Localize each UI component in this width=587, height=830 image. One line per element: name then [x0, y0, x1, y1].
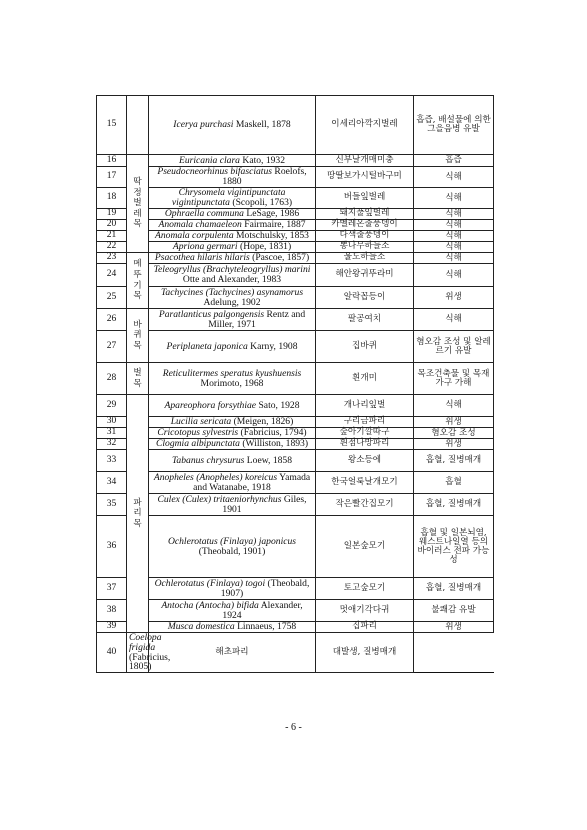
scientific-name-genus-species: Ochlerotatus (Finlaya) japonicus: [167, 535, 297, 547]
damage-type: 위생: [414, 287, 494, 309]
korean-name: 땅딸보가시털바구미: [316, 167, 414, 188]
damage-type: 흡즙, 배설물에 의한 그을음병 유발: [414, 96, 494, 155]
scientific-name-genus-species: Apareophora forsythiae: [164, 399, 257, 411]
korean-name: 개나리잎벌: [316, 395, 414, 417]
scientific-name: [149, 578, 316, 600]
order-label: 메뚜기목: [133, 259, 142, 302]
row-number: 31: [97, 428, 127, 439]
korean-name: 뽕나무하늘소: [316, 242, 414, 253]
damage-type: 식해: [414, 395, 494, 417]
table-row: [97, 428, 494, 439]
table-row: [97, 578, 494, 600]
row-number: 24: [97, 264, 127, 287]
table-row: [97, 264, 494, 287]
table-row: [97, 155, 494, 167]
scientific-name-author: (Scopoli, 1763): [232, 197, 293, 208]
table-row: [97, 622, 494, 633]
scientific-name-author: Otte and Alexander, 1983: [182, 274, 282, 285]
row-number: 32: [97, 439, 127, 450]
scientific-name-author: Kato, 1932: [242, 154, 286, 166]
table-row: [97, 188, 494, 209]
page-number: - 6 -: [285, 722, 302, 733]
row-number: 28: [97, 363, 127, 395]
scientific-name-author: (Theobald, 1907): [220, 577, 310, 599]
scientific-name-genus-species: Anomala corpulenta: [155, 230, 234, 242]
row-number: 36: [97, 516, 127, 578]
korean-name: 버들잎벌레: [316, 188, 414, 209]
table-row: [97, 309, 494, 331]
damage-type: 위생: [414, 439, 494, 450]
row-number: 37: [97, 578, 127, 600]
row-number: 29: [97, 395, 127, 417]
table-row: [97, 600, 494, 622]
scientific-name: [149, 155, 316, 167]
korean-name: 토고숲모기: [316, 578, 414, 600]
order-cell: [127, 155, 149, 253]
damage-type: 식해: [414, 264, 494, 287]
order-cell: [127, 363, 149, 395]
scientific-name-genus-species: Musca domestica: [167, 621, 235, 633]
korean-name: 숲아기깔따구: [316, 428, 414, 439]
scientific-name-author: Morimoto, 1968: [200, 377, 264, 389]
korean-name: 작은빨간집모기: [316, 494, 414, 516]
scientific-name: [149, 516, 316, 578]
damage-type: 흡혈 및 일본뇌염, 웨스트나일열 등의 바이러스 전파 가능성: [414, 516, 494, 578]
scientific-name: [149, 209, 316, 220]
scientific-name: [149, 309, 316, 331]
row-number: 18: [97, 188, 127, 209]
row-number: 26: [97, 309, 127, 331]
damage-type: 혐오감 조성: [414, 428, 494, 439]
table-row: [97, 439, 494, 450]
scientific-name-author: (Fabricius, 1794): [240, 427, 307, 439]
order-label: 바퀴목: [133, 319, 142, 351]
scientific-name-genus-species: Psacothea hilaris hilaris: [154, 252, 250, 264]
row-number: 27: [97, 331, 127, 363]
table-row: [97, 363, 494, 395]
scientific-name-author: Karny, 1908: [250, 340, 298, 352]
korean-name: 울도하늘소: [316, 253, 414, 264]
order-label: 벌목: [133, 367, 142, 389]
scientific-name-author: (Pascoe, 1857): [252, 252, 310, 264]
scientific-name-author: (Fabricius, 1805): [129, 651, 171, 673]
damage-type: 위생: [414, 417, 494, 428]
scientific-name-genus-species: Reticulitermes speratus kyushuensis: [162, 367, 302, 379]
row-number: 38: [97, 600, 127, 622]
damage-type: 식해: [414, 309, 494, 331]
table-row: [97, 417, 494, 428]
korean-name: 집바퀴: [316, 331, 414, 363]
scientific-name-genus-species: Culex (Culex) tritaeniorhynchus: [157, 493, 282, 505]
damage-type: 흡즙: [414, 155, 494, 167]
table-row: [97, 450, 494, 472]
row-number: 34: [97, 472, 127, 494]
scientific-name-genus-species: Pseudocneorhinus bifasciatus: [157, 166, 273, 178]
scientific-name-author: Loew, 1858: [246, 454, 293, 466]
damage-type: 위생: [414, 622, 494, 633]
table-row: [97, 242, 494, 253]
scientific-name: [149, 622, 316, 633]
scientific-name-genus-species: Euricania clara: [178, 154, 240, 166]
scientific-name-author: Fairmaire, 1887: [244, 219, 306, 231]
korean-name: 구리금파리: [316, 417, 414, 428]
damage-type: 목조건축물 및 목재가구 가해: [414, 363, 494, 395]
scientific-name-genus-species: Tachycines (Tachycines) asynamorus: [160, 286, 304, 298]
scientific-name-author: Rentz and Miller, 1971: [208, 308, 306, 330]
damage-type: 흡혈, 질병매개: [414, 450, 494, 472]
damage-type: 식해: [414, 220, 494, 231]
table-row: [97, 167, 494, 188]
scientific-name-author: (Hope, 1831): [240, 241, 292, 253]
korean-name: 흰개미: [316, 363, 414, 395]
scientific-name-author: Alexander, 1924: [222, 599, 303, 621]
scientific-name: [149, 395, 316, 417]
korean-name: 신부날개매미충: [316, 155, 414, 167]
damage-type: 식해: [414, 253, 494, 264]
row-number: 40: [97, 633, 127, 673]
scientific-name: [149, 450, 316, 472]
korean-name: 카멜레온줄풍뎅이: [316, 220, 414, 231]
korean-name: 알락꼽등이: [316, 287, 414, 309]
scientific-name-genus-species: Ophraella communa: [164, 208, 244, 220]
korean-name: 일본숲모기: [316, 516, 414, 578]
scientific-name-genus-species: Coelopa frigida: [129, 632, 162, 653]
table-row: [97, 231, 494, 242]
scientific-name: [149, 472, 316, 494]
row-number: 20: [97, 220, 127, 231]
damage-type: 식해: [414, 167, 494, 188]
table-row: [97, 96, 494, 155]
damage-type: 불쾌감 유발: [414, 600, 494, 622]
damage-type: 혐오감 조성 및 알레르기 유발: [414, 331, 494, 363]
order-label: 딱정벌레목: [133, 177, 142, 230]
scientific-name: [149, 428, 316, 439]
table-row: [97, 516, 494, 578]
scientific-name-author: Linnaeus, 1758: [237, 621, 297, 633]
species-table-body: [97, 96, 494, 673]
table-row: [97, 395, 494, 417]
korean-name: 해안왕귀뚜라미: [316, 264, 414, 287]
table-row: [97, 220, 494, 231]
table-row: [97, 633, 494, 673]
scientific-name-author: (Williston, 1893): [242, 438, 309, 450]
scientific-name-author: Motschulsky, 1853: [236, 230, 309, 242]
scientific-name: [149, 417, 316, 428]
scientific-name-author: Maskell, 1878: [235, 119, 291, 131]
scientific-name-genus-species: Clogmia albipunctata: [155, 438, 240, 450]
scientific-name: [127, 632, 171, 673]
row-number: 17: [97, 167, 127, 188]
row-number: 30: [97, 417, 127, 428]
korean-name: 흰점나방파리: [316, 439, 414, 450]
species-table: [96, 95, 494, 673]
scientific-name: [149, 253, 316, 264]
table-row: [97, 253, 494, 264]
damage-type: 식해: [414, 209, 494, 220]
row-number: 16: [97, 155, 127, 167]
korean-name: 돼지풀잎벌레: [316, 209, 414, 220]
korean-name: 한국얼룩날개모기: [316, 472, 414, 494]
korean-name: 이세리아깍지벌레: [316, 96, 414, 155]
scientific-name-genus-species: Icerya purchasi: [173, 119, 234, 131]
scientific-name-author: (Meigen, 1826): [233, 416, 294, 428]
scientific-name: [149, 264, 316, 287]
scientific-name: [149, 167, 316, 188]
table-row: [97, 494, 494, 516]
damage-type: 흡혈, 질병매개: [414, 578, 494, 600]
scientific-name: [149, 220, 316, 231]
table-row: [97, 331, 494, 363]
damage-type: 식해: [414, 242, 494, 253]
scientific-name-author: Adelung, 1902: [203, 296, 261, 308]
scientific-name: [149, 363, 316, 395]
scientific-name: [149, 439, 316, 450]
scientific-name: [149, 242, 316, 253]
damage-type: 식해: [414, 188, 494, 209]
korean-name: 해초파리: [149, 633, 316, 673]
row-number: 22: [97, 242, 127, 253]
row-number: 33: [97, 450, 127, 472]
row-number: 23: [97, 253, 127, 264]
table-row: [97, 287, 494, 309]
scientific-name: [149, 331, 316, 363]
scientific-name-genus-species: Anomala chamaeleon: [158, 219, 242, 231]
row-number: 21: [97, 231, 127, 242]
korean-name: 팔공여치: [316, 309, 414, 331]
table-row: [97, 472, 494, 494]
row-number: 15: [97, 96, 127, 155]
scientific-name-genus-species: Antocha (Antocha) bifida: [161, 599, 259, 611]
scientific-name-genus-species: Tabanus chrysurus: [171, 454, 245, 466]
order-label: 파리목: [133, 497, 142, 529]
scientific-name: [149, 494, 316, 516]
scientific-name-genus-species: Anopheles (Anopheles) koreicus: [153, 471, 278, 483]
damage-type: 대발생, 질병매개: [316, 633, 414, 673]
table-row: [97, 209, 494, 220]
scientific-name: [149, 231, 316, 242]
order-cell-empty: [127, 96, 149, 155]
scientific-name: [149, 188, 316, 209]
korean-name: 왕소등에: [316, 450, 414, 472]
damage-type: 흡혈, 질병매개: [414, 494, 494, 516]
row-number: 25: [97, 287, 127, 309]
order-cell: [127, 253, 149, 309]
scientific-name: [149, 96, 316, 155]
scientific-name-genus-species: Apriona germari: [172, 241, 238, 253]
scientific-name-author: LeSage, 1986: [246, 208, 300, 220]
scientific-name-genus-species: Chrysomela vigintipunctata vigintipunctata: [171, 187, 286, 208]
scientific-name-author: Giles, 1901: [222, 493, 307, 515]
order-cell: [127, 395, 149, 633]
scientific-name-genus-species: Paratlanticus palgongensis: [158, 308, 265, 320]
scientific-name-genus-species: Teleogryllus (Brachyteleogryllus) marini: [153, 264, 311, 276]
scientific-name-author: Roelofs, 1880: [222, 166, 307, 187]
scientific-name-genus-species: Ochlerotatus (Finlaya) togoi: [154, 577, 266, 589]
damage-type: 흡혈: [414, 472, 494, 494]
row-number: 19: [97, 209, 127, 220]
scientific-name: [149, 600, 316, 622]
korean-name: 집파리: [316, 622, 414, 633]
row-number: 39: [97, 622, 127, 633]
scientific-name-author: Sato, 1928: [258, 399, 300, 411]
scientific-name-author: Yamada and Watanabe, 1918: [193, 471, 311, 493]
korean-name: 멋애기각다귀: [316, 600, 414, 622]
scientific-name-genus-species: Periplaneta japonica: [166, 340, 248, 352]
scientific-name-genus-species: Lucilia sericata: [170, 416, 232, 428]
order-cell: [127, 309, 149, 363]
damage-type: 식해: [414, 231, 494, 242]
scientific-name-genus-species: Cricotopus sylvestris: [157, 427, 239, 439]
korean-name: 다색줄풍뎅이: [316, 231, 414, 242]
scientific-name-author: (Theobald, 1901): [198, 545, 266, 557]
row-number: 35: [97, 494, 127, 516]
scientific-name: [149, 287, 316, 309]
